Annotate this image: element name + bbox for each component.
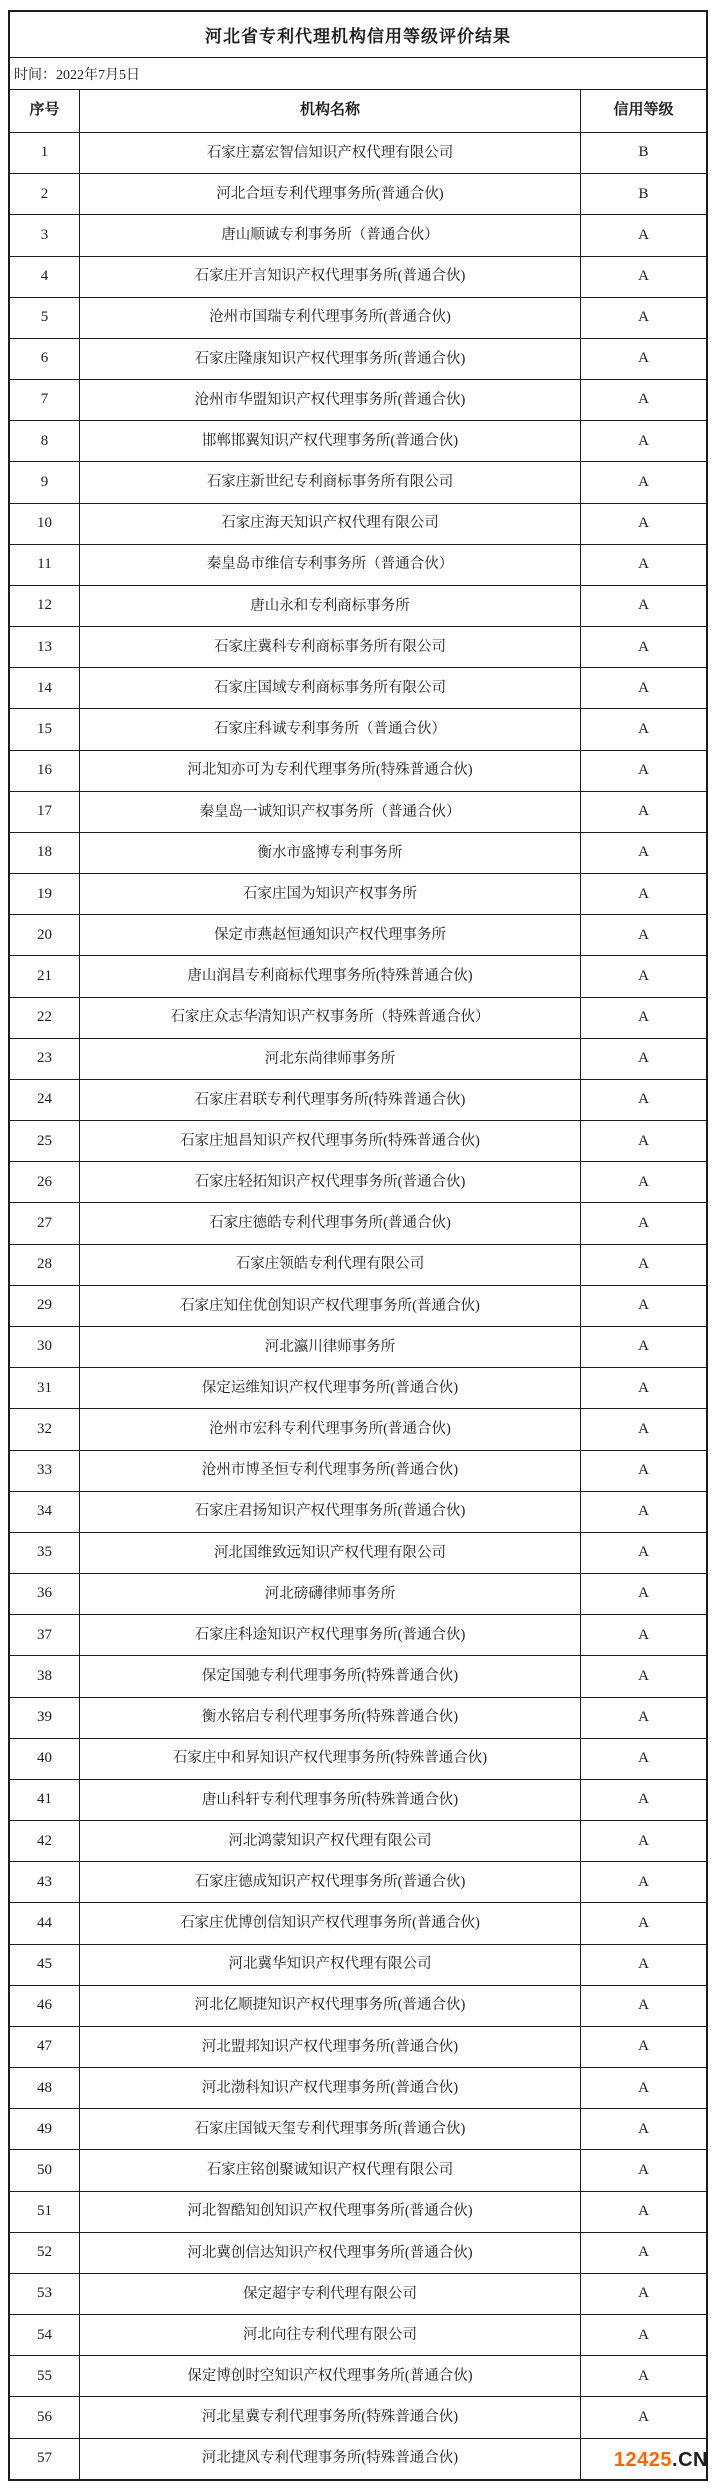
grade-cell: A bbox=[638, 350, 649, 367]
table-row bbox=[10, 214, 706, 255]
row-index-cell: 57 bbox=[10, 2439, 80, 2479]
table-row bbox=[10, 173, 706, 214]
org-name-cell: 河北东尚律师事务所 bbox=[80, 1039, 581, 1079]
table-row bbox=[10, 1944, 706, 1985]
grade-cell: A bbox=[638, 1256, 649, 1273]
grade-cell: A bbox=[638, 1914, 649, 1931]
row-index-cell: 53 bbox=[10, 2274, 80, 2314]
table-row bbox=[10, 667, 706, 708]
table-row bbox=[10, 2232, 706, 2273]
grade-cell: A bbox=[638, 515, 649, 531]
grade-cell: A bbox=[638, 1420, 649, 1437]
grade-cell: A bbox=[638, 1503, 649, 1520]
org-name-cell: 石家庄国为知识产权事务所 bbox=[80, 874, 581, 914]
row-index-cell: 6 bbox=[10, 339, 80, 379]
org-name-cell: 河北捷风专利代理事务所(特殊普通合伙) bbox=[80, 2439, 581, 2479]
org-name-cell: 保定超宇专利代理有限公司 bbox=[80, 2274, 581, 2314]
grade-cell: A bbox=[638, 762, 649, 779]
org-name-cell: 沧州市博圣恒专利代理事务所(普通合伙) bbox=[80, 1451, 581, 1491]
table-row bbox=[10, 585, 706, 626]
table-row bbox=[10, 708, 706, 749]
row-index-cell: 55 bbox=[10, 2356, 80, 2396]
table-row bbox=[10, 544, 706, 585]
table-row bbox=[10, 132, 706, 173]
grade-cell: A bbox=[638, 1338, 649, 1355]
row-index-cell: 12 bbox=[10, 586, 80, 626]
table-row bbox=[10, 2108, 706, 2149]
row-index-cell: 11 bbox=[10, 545, 80, 585]
row-index-cell: 13 bbox=[10, 627, 80, 667]
table-row bbox=[10, 2273, 706, 2314]
row-index-cell: 2 bbox=[10, 174, 80, 214]
org-name-cell: 河北合垣专利代理事务所(普通合伙) bbox=[80, 174, 581, 214]
table-row bbox=[10, 1655, 706, 1696]
org-name-cell: 石家庄隆康知识产权代理事务所(普通合伙) bbox=[80, 339, 581, 379]
grade-cell: A bbox=[638, 309, 649, 326]
table-row bbox=[10, 1697, 706, 1738]
grade-cell: A bbox=[638, 2203, 649, 2220]
row-index-cell: 38 bbox=[10, 1656, 80, 1696]
grade-cell: A bbox=[638, 1379, 649, 1396]
org-name-cell: 沧州市国瑞专利代理事务所(普通合伙) bbox=[80, 298, 581, 338]
row-index-cell: 24 bbox=[10, 1080, 80, 1120]
grade-cell: A bbox=[638, 1173, 649, 1190]
row-index-cell: 43 bbox=[10, 1862, 80, 1902]
table-row bbox=[10, 1161, 706, 1202]
row-index-cell: 7 bbox=[10, 380, 80, 420]
table-row bbox=[10, 1408, 706, 1449]
org-name-cell: 保定博创时空知识产权代理事务所(普通合伙) bbox=[80, 2356, 581, 2396]
grade-cell: A bbox=[638, 2326, 649, 2343]
date-label: 时间：2022年7月5日 bbox=[10, 58, 706, 90]
org-name-cell: 河北盟邦知识产权代理事务所(普通合伙) bbox=[80, 2027, 581, 2067]
org-name-cell: 唐山顺诚专利事务所（普通合伙） bbox=[80, 215, 581, 255]
column-header-no: 序号 bbox=[10, 90, 80, 132]
rating-table bbox=[8, 10, 708, 2481]
table-row bbox=[10, 2314, 706, 2355]
org-name-cell: 唐山永和专利商标事务所 bbox=[80, 586, 581, 626]
grade-cell: A bbox=[638, 556, 649, 573]
org-name-cell: 河北冀创信达知识产权代理事务所(普通合伙) bbox=[80, 2233, 581, 2273]
watermark bbox=[614, 2449, 708, 2472]
row-index-cell: 18 bbox=[10, 833, 80, 873]
org-name-cell: 沧州市宏科专利代理事务所(普通合伙) bbox=[80, 1409, 581, 1449]
page-title: 河北省专利代理机构信用等级评价结果 bbox=[10, 12, 706, 58]
row-index-cell: 10 bbox=[10, 504, 80, 544]
row-index-cell: 16 bbox=[10, 751, 80, 791]
grade-cell: A bbox=[638, 2244, 649, 2261]
org-name-cell: 石家庄君扬知识产权代理事务所(普通合伙) bbox=[80, 1492, 581, 1532]
table-row bbox=[10, 1861, 706, 1902]
grade-cell: A bbox=[638, 226, 649, 243]
grade-cell: A bbox=[638, 597, 649, 614]
org-name-cell: 河北向往专利代理有限公司 bbox=[80, 2315, 581, 2355]
table-row bbox=[10, 1450, 706, 1491]
table-row bbox=[10, 914, 706, 955]
table-row bbox=[10, 832, 706, 873]
org-name-cell: 唐山润昌专利商标代理事务所(特殊普通合伙) bbox=[80, 956, 581, 996]
org-name-cell: 河北星冀专利代理事务所(特殊普通合伙) bbox=[80, 2397, 581, 2437]
org-name-cell: 河北瀛川律师事务所 bbox=[80, 1327, 581, 1367]
grade-cell: A bbox=[638, 1091, 649, 1108]
org-name-cell: 石家庄德皓专利代理事务所(普通合伙) bbox=[80, 1203, 581, 1243]
row-index-cell: 47 bbox=[10, 2027, 80, 2067]
row-index-cell: 48 bbox=[10, 2068, 80, 2108]
table-row bbox=[10, 2438, 706, 2479]
org-name-cell: 石家庄中和昇知识产权代理事务所(特殊普通合伙) bbox=[80, 1739, 581, 1779]
grade-cell: A bbox=[638, 391, 649, 408]
org-name-cell: 河北知亦可为专利代理事务所(特殊普通合伙) bbox=[80, 751, 581, 791]
table-row bbox=[10, 1491, 706, 1532]
table-body bbox=[10, 132, 706, 2479]
watermark-suffix: .CN bbox=[672, 2449, 708, 2471]
grade-cell: A bbox=[638, 1050, 649, 1067]
row-index-cell: 9 bbox=[10, 462, 80, 502]
row-index-cell: 39 bbox=[10, 1698, 80, 1738]
org-name-cell: 石家庄君联专利代理事务所(特殊普通合伙) bbox=[80, 1080, 581, 1120]
row-index-cell: 20 bbox=[10, 915, 80, 955]
row-index-cell: 27 bbox=[10, 1203, 80, 1243]
row-index-cell: 32 bbox=[10, 1409, 80, 1449]
org-name-cell: 沧州市华盟知识产权代理事务所(普通合伙) bbox=[80, 380, 581, 420]
table-row bbox=[10, 1285, 706, 1326]
row-index-cell: 54 bbox=[10, 2315, 80, 2355]
grade-cell: A bbox=[638, 1585, 649, 1602]
grade-cell: A bbox=[638, 2367, 649, 2384]
column-header-org-name: 机构名称 bbox=[80, 90, 581, 132]
table-row bbox=[10, 1120, 706, 1161]
grade-cell: A bbox=[638, 2038, 649, 2055]
table-row bbox=[10, 873, 706, 914]
row-index-cell: 40 bbox=[10, 1739, 80, 1779]
row-index-cell: 15 bbox=[10, 709, 80, 749]
grade-cell: A bbox=[638, 1626, 649, 1643]
table-row bbox=[10, 1038, 706, 1079]
table-row bbox=[10, 2067, 706, 2108]
row-index-cell: 8 bbox=[10, 421, 80, 461]
org-name-cell: 河北国维致远知识产权代理有限公司 bbox=[80, 1533, 581, 1573]
table-row bbox=[10, 1202, 706, 1243]
grade-cell: A bbox=[638, 967, 649, 984]
row-index-cell: 23 bbox=[10, 1039, 80, 1079]
org-name-cell: 唐山科轩专利代理事务所(特殊普通合伙) bbox=[80, 1780, 581, 1820]
grade-cell: A bbox=[638, 1009, 649, 1026]
grade-cell: A bbox=[638, 803, 649, 820]
row-index-cell: 5 bbox=[10, 298, 80, 338]
table-row bbox=[10, 1326, 706, 1367]
grade-cell: A bbox=[638, 1214, 649, 1231]
grade-cell: A bbox=[638, 1667, 649, 1684]
org-name-cell: 石家庄知住优创知识产权代理事务所(普通合伙) bbox=[80, 1286, 581, 1326]
table-header bbox=[10, 90, 706, 132]
column-header-grade: 信用等级 bbox=[613, 102, 674, 119]
org-name-cell: 石家庄冀科专利商标事务所有限公司 bbox=[80, 627, 581, 667]
row-index-cell: 4 bbox=[10, 257, 80, 297]
org-name-cell: 河北渤科知识产权代理事务所(普通合伙) bbox=[80, 2068, 581, 2108]
row-index-cell: 56 bbox=[10, 2397, 80, 2437]
grade-cell: B bbox=[638, 185, 649, 202]
row-index-cell: 49 bbox=[10, 2109, 80, 2149]
row-index-cell: 3 bbox=[10, 215, 80, 255]
table-row bbox=[10, 2026, 706, 2067]
watermark-highlight: 12425 bbox=[613, 2449, 673, 2471]
grade-cell: A bbox=[638, 267, 649, 284]
table-row bbox=[10, 1820, 706, 1861]
org-name-cell: 石家庄旭昌知识产权代理事务所(特殊普通合伙) bbox=[80, 1121, 581, 1161]
row-index-cell: 30 bbox=[10, 1327, 80, 1367]
org-name-cell: 保定运维知识产权代理事务所(普通合伙) bbox=[80, 1368, 581, 1408]
table-row bbox=[10, 461, 706, 502]
row-index-cell: 46 bbox=[10, 1986, 80, 2026]
row-index-cell: 36 bbox=[10, 1574, 80, 1614]
table-row bbox=[10, 1779, 706, 1820]
row-index-cell: 35 bbox=[10, 1533, 80, 1573]
org-name-cell: 河北亿顺捷知识产权代理事务所(普通合伙) bbox=[80, 1986, 581, 2026]
table-row bbox=[10, 2396, 706, 2437]
grade-cell: A bbox=[638, 1832, 649, 1849]
grade-cell: A bbox=[638, 2079, 649, 2096]
table-row bbox=[10, 297, 706, 338]
table-row bbox=[10, 1614, 706, 1655]
table-row bbox=[10, 750, 706, 791]
org-name-cell: 石家庄优博创信知识产权代理事务所(普通合伙) bbox=[80, 1903, 581, 1943]
org-name-cell: 石家庄众志华清知识产权事务所（特殊普通合伙） bbox=[80, 998, 581, 1038]
row-index-cell: 14 bbox=[10, 668, 80, 708]
row-index-cell: 52 bbox=[10, 2233, 80, 2273]
org-name-cell: 石家庄科途知识产权代理事务所(普通合伙) bbox=[80, 1615, 581, 1655]
table-row bbox=[10, 2355, 706, 2396]
table-row bbox=[10, 1985, 706, 2026]
grade-cell: A bbox=[638, 1997, 649, 2014]
grade-cell: A bbox=[638, 1750, 649, 1767]
org-name-cell: 石家庄德成知识产权代理事务所(普通合伙) bbox=[80, 1862, 581, 1902]
table-row bbox=[10, 1079, 706, 1120]
table-row bbox=[10, 256, 706, 297]
row-index-cell: 28 bbox=[10, 1245, 80, 1285]
grade-cell: A bbox=[638, 1297, 649, 1314]
row-index-cell: 33 bbox=[10, 1451, 80, 1491]
row-index-cell: 44 bbox=[10, 1903, 80, 1943]
org-name-cell: 石家庄嘉宏智信知识产权代理有限公司 bbox=[80, 133, 581, 173]
row-index-cell: 31 bbox=[10, 1368, 80, 1408]
org-name-cell: 石家庄科诚专利事务所（普通合伙） bbox=[80, 709, 581, 749]
grade-cell: A bbox=[638, 1708, 649, 1725]
grade-cell: A bbox=[638, 885, 649, 902]
org-name-cell: 石家庄铭创聚诚知识产权代理有限公司 bbox=[80, 2150, 581, 2190]
row-index-cell: 26 bbox=[10, 1162, 80, 1202]
table-row bbox=[10, 791, 706, 832]
grade-cell: A bbox=[638, 638, 649, 655]
row-index-cell: 19 bbox=[10, 874, 80, 914]
org-name-cell: 保定市燕赵恒通知识产权代理事务所 bbox=[80, 915, 581, 955]
org-name-cell: 河北磅礴律师事务所 bbox=[80, 1574, 581, 1614]
grade-cell: A bbox=[638, 679, 649, 696]
grade-cell: A bbox=[638, 1791, 649, 1808]
row-index-cell: 45 bbox=[10, 1945, 80, 1985]
grade-cell: A bbox=[638, 2285, 649, 2302]
org-name-cell: 石家庄海天知识产权代理有限公司 bbox=[80, 504, 581, 544]
grade-cell: A bbox=[638, 1873, 649, 1890]
table-row bbox=[10, 2149, 706, 2190]
table-row bbox=[10, 1573, 706, 1614]
row-index-cell: 34 bbox=[10, 1492, 80, 1532]
grade-cell: A bbox=[638, 432, 649, 449]
org-name-cell: 石家庄轻拓知识产权代理事务所(普通合伙) bbox=[80, 1162, 581, 1202]
org-name-cell: 石家庄国钺天玺专利代理事务所(普通合伙) bbox=[80, 2109, 581, 2149]
row-index-cell: 21 bbox=[10, 956, 80, 996]
table-row bbox=[10, 1367, 706, 1408]
grade-cell: A bbox=[638, 1461, 649, 1478]
org-name-cell: 石家庄新世纪专利商标事务所有限公司 bbox=[80, 462, 581, 502]
row-index-cell: 41 bbox=[10, 1780, 80, 1820]
row-index-cell: 51 bbox=[10, 2192, 80, 2232]
table-row bbox=[10, 503, 706, 544]
grade-cell: A bbox=[638, 2161, 649, 2178]
grade-cell: A bbox=[638, 926, 649, 943]
grade-cell: A bbox=[638, 2120, 649, 2137]
table-row bbox=[10, 1738, 706, 1779]
table-row bbox=[10, 1902, 706, 1943]
grade-cell: A bbox=[638, 2408, 649, 2425]
table-row bbox=[10, 626, 706, 667]
grade-cell: A bbox=[638, 844, 649, 861]
table-row bbox=[10, 1244, 706, 1285]
row-index-cell: 17 bbox=[10, 792, 80, 832]
org-name-cell: 保定国驰专利代理事务所(特殊普通合伙) bbox=[80, 1656, 581, 1696]
table-row bbox=[10, 997, 706, 1038]
row-index-cell: 22 bbox=[10, 998, 80, 1038]
org-name-cell: 石家庄国域专利商标事务所有限公司 bbox=[80, 668, 581, 708]
org-name-cell: 河北冀华知识产权代理有限公司 bbox=[80, 1945, 581, 1985]
org-name-cell: 石家庄开言知识产权代理事务所(普通合伙) bbox=[80, 257, 581, 297]
org-name-cell: 河北智酷知创知识产权代理事务所(普通合伙) bbox=[80, 2192, 581, 2232]
table-row bbox=[10, 1532, 706, 1573]
grade-cell: B bbox=[638, 144, 649, 161]
table-row bbox=[10, 955, 706, 996]
org-name-cell: 邯郸邯翼知识产权代理事务所(普通合伙) bbox=[80, 421, 581, 461]
row-index-cell: 50 bbox=[10, 2150, 80, 2190]
row-index-cell: 29 bbox=[10, 1286, 80, 1326]
grade-cell: A bbox=[638, 1132, 649, 1149]
grade-cell: A bbox=[638, 473, 649, 490]
row-index-cell: 42 bbox=[10, 1821, 80, 1861]
row-index-cell: 25 bbox=[10, 1121, 80, 1161]
grade-cell: A bbox=[638, 1544, 649, 1561]
org-name-cell: 衡水市盛博专利事务所 bbox=[80, 833, 581, 873]
table-row bbox=[10, 420, 706, 461]
table-row bbox=[10, 338, 706, 379]
org-name-cell: 河北鸿蒙知识产权代理有限公司 bbox=[80, 1821, 581, 1861]
row-index-cell: 1 bbox=[10, 133, 80, 173]
grade-cell: A bbox=[638, 1956, 649, 1973]
row-index-cell: 37 bbox=[10, 1615, 80, 1655]
org-name-cell: 石家庄领皓专利代理有限公司 bbox=[80, 1245, 581, 1285]
org-name-cell: 衡水铭启专利代理事务所(特殊普通合伙) bbox=[80, 1698, 581, 1738]
grade-cell: A bbox=[638, 720, 649, 737]
table-row bbox=[10, 379, 706, 420]
org-name-cell: 秦皇岛一诚知识产权事务所（普通合伙） bbox=[80, 792, 581, 832]
table-row bbox=[10, 2191, 706, 2232]
org-name-cell: 秦皇岛市维信专利事务所（普通合伙） bbox=[80, 545, 581, 585]
